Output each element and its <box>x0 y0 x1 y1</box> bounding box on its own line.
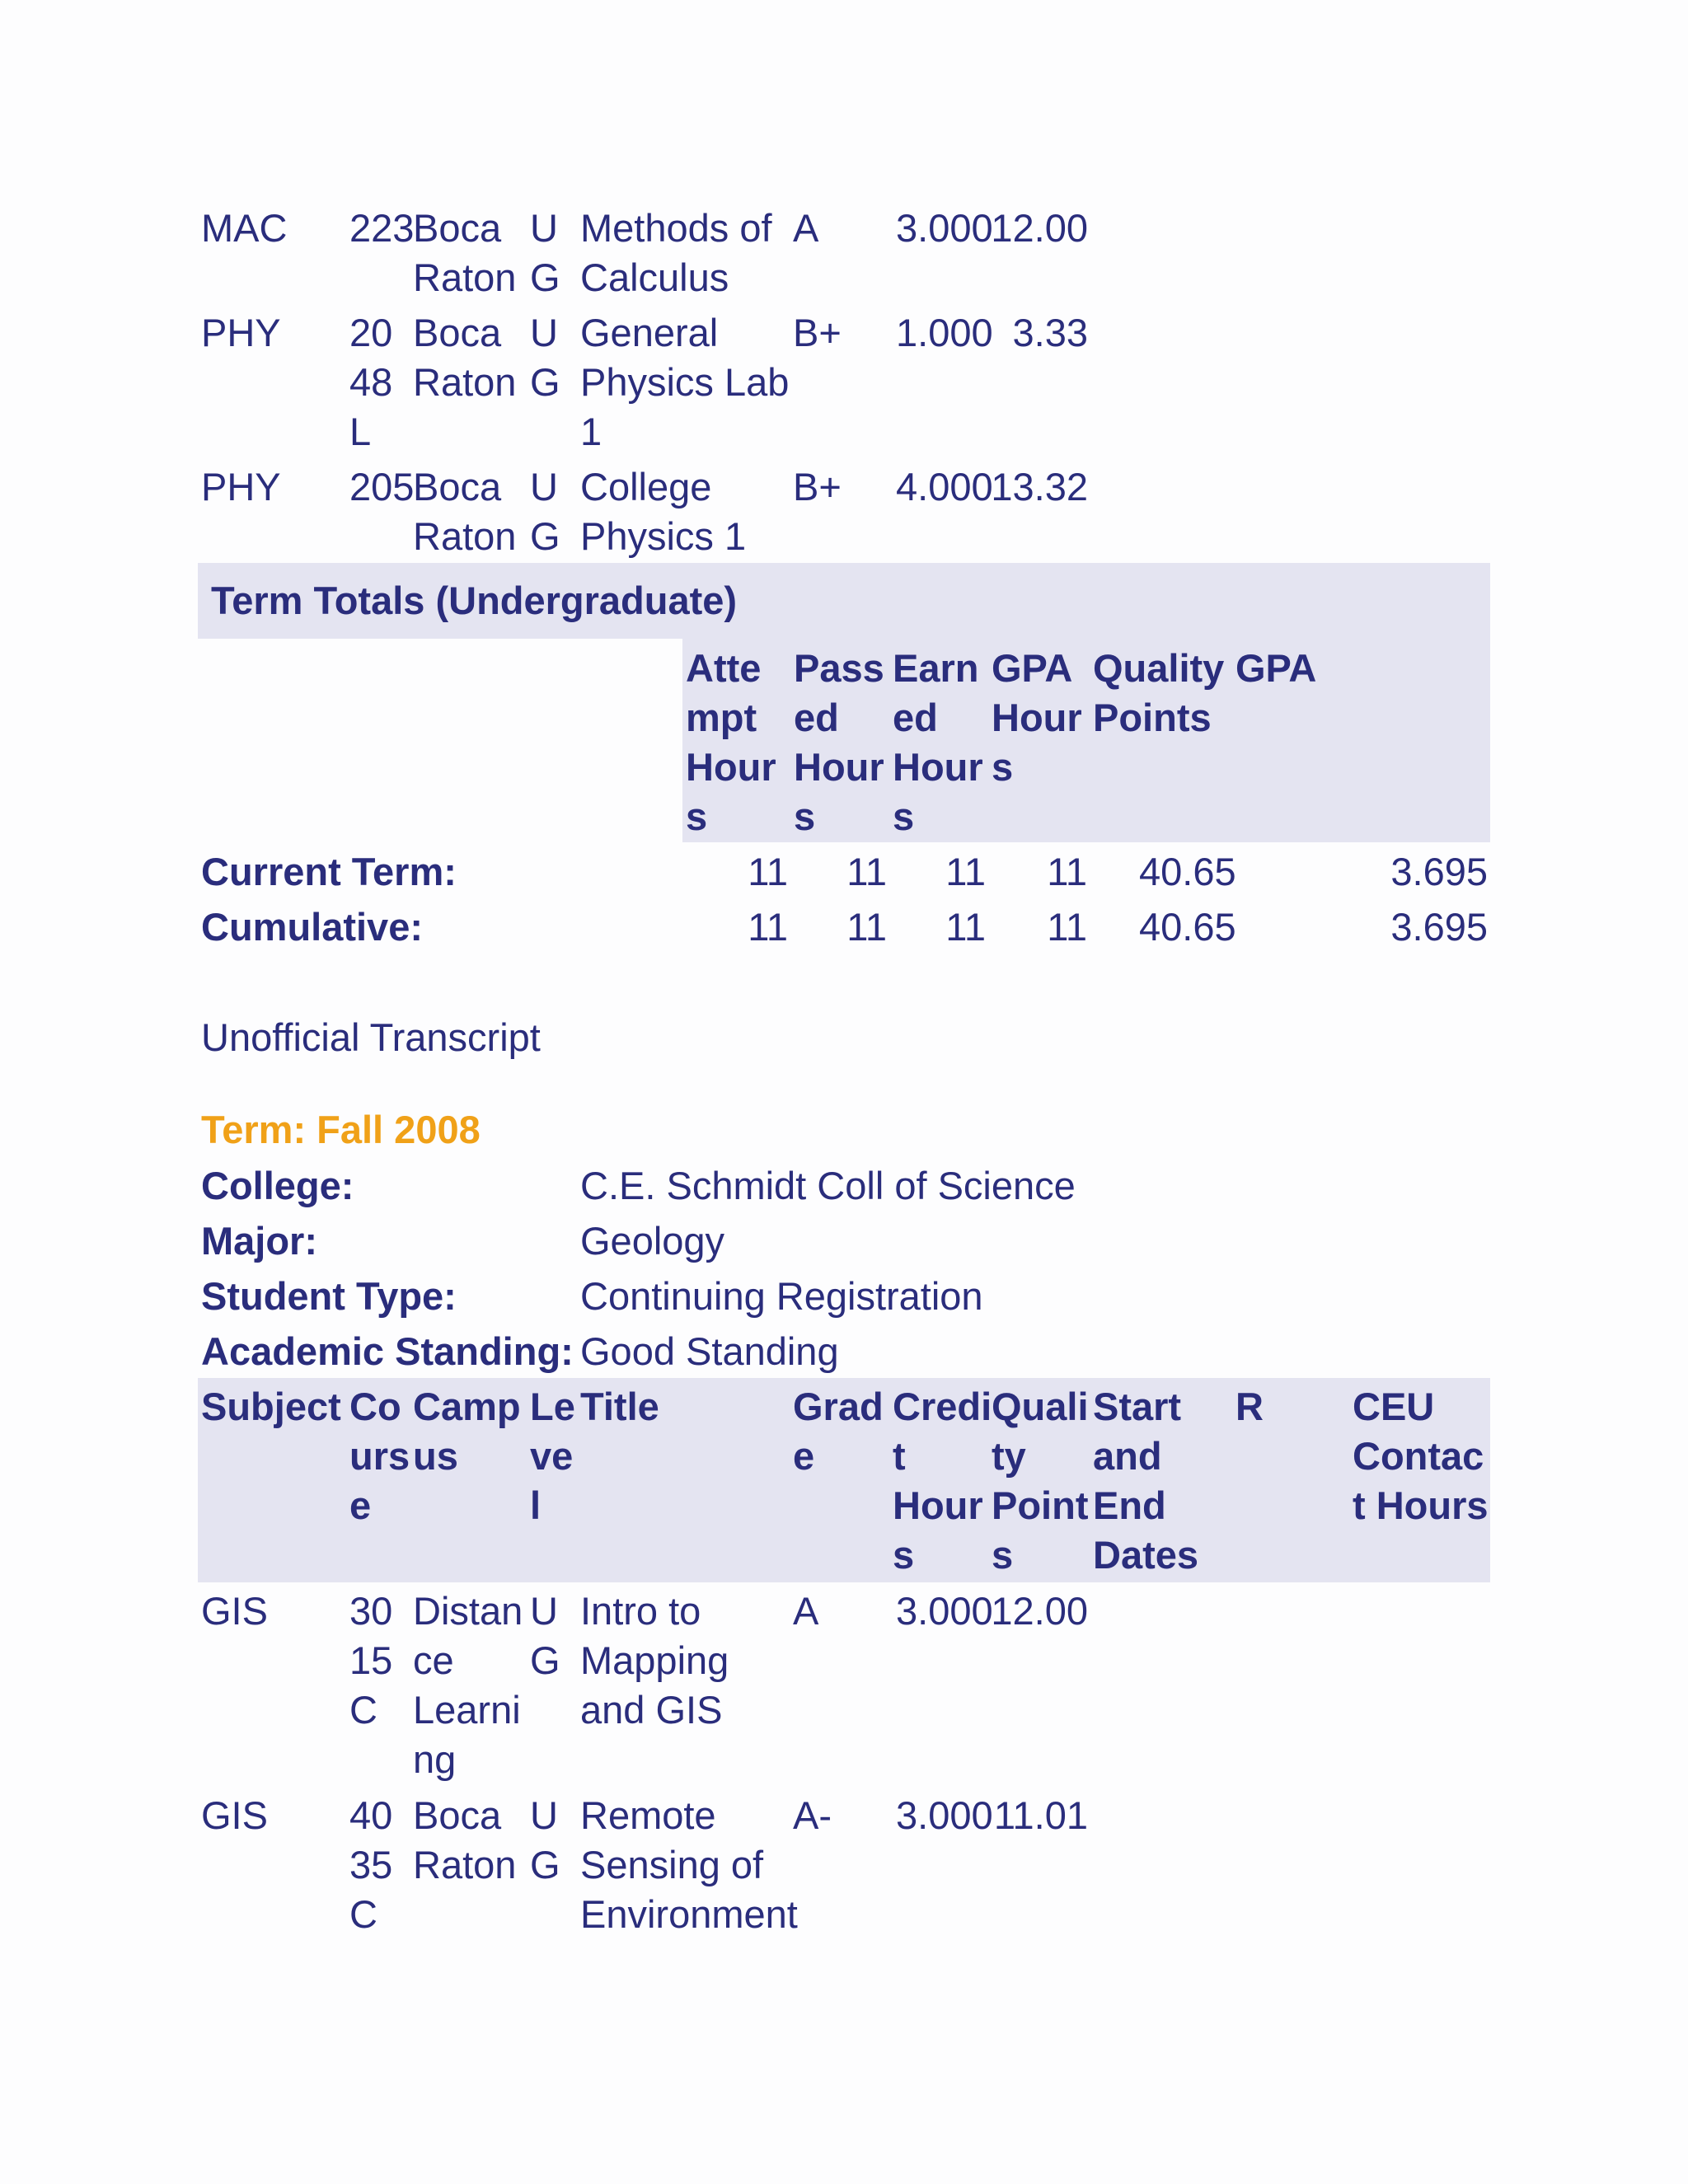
course-title: General <box>580 311 719 354</box>
course-level: U <box>530 206 558 250</box>
course-level: G <box>530 514 560 558</box>
course-number: 48 <box>349 360 393 404</box>
course-campus: Raton <box>413 360 517 404</box>
col-header-credit-hours: t <box>893 1434 906 1478</box>
course-grade: A <box>793 206 819 250</box>
col-header-attempt: Atte <box>686 646 762 690</box>
info-value-academic-standing: Good Standing <box>580 1329 839 1373</box>
totals-gpa-hours: 11 <box>1047 850 1087 893</box>
totals-quality-points: 40.65 <box>1139 850 1236 893</box>
col-header-course: e <box>349 1483 372 1527</box>
info-label-student-type: Student Type: <box>201 1274 457 1318</box>
totals-attempt: 11 <box>748 905 788 949</box>
info-value-major: Geology <box>580 1219 725 1263</box>
course-subject: PHY <box>201 465 281 509</box>
totals-attempt: 11 <box>748 850 788 893</box>
course-campus: Boca <box>413 1793 502 1837</box>
col-header-credit-hours: Credi <box>893 1385 992 1428</box>
col-header-campus: us <box>413 1434 458 1478</box>
col-header-level: Le <box>530 1385 575 1428</box>
info-label-academic-standing: Academic Standing: <box>201 1329 574 1373</box>
term-heading: Term: Fall 2008 <box>201 1108 481 1151</box>
col-header-quality-points: Point <box>992 1483 1089 1527</box>
course-number: 20 <box>349 311 393 354</box>
course-campus: Boca <box>413 311 502 354</box>
totals-earned: 11 <box>945 850 986 893</box>
col-header-quality-points: Quali <box>992 1385 1089 1428</box>
col-header-level: ve <box>530 1434 574 1478</box>
col-header-passed: s <box>794 794 816 838</box>
course-title: Environment <box>580 1892 798 1936</box>
totals-row-label: Current Term: <box>201 850 457 893</box>
totals-passed: 11 <box>846 850 887 893</box>
col-header-ceu-contact-hours: Contac <box>1353 1434 1484 1478</box>
col-header-attempt: mpt <box>686 696 757 739</box>
course-title: Calculus <box>580 255 729 299</box>
course-grade: A <box>793 1589 819 1633</box>
course-credit: 3.000 <box>896 206 993 250</box>
totals-gpa-hours: 11 <box>1047 905 1087 949</box>
course-level: U <box>530 465 558 509</box>
course-level: G <box>530 255 560 299</box>
course-number: 223 <box>349 206 415 250</box>
course-subject: GIS <box>201 1793 268 1837</box>
col-header-level: l <box>530 1483 542 1527</box>
col-header-passed: ed <box>794 696 839 739</box>
course-title: Physics 1 <box>580 514 747 558</box>
course-title: Remote <box>580 1793 716 1837</box>
course-subject: PHY <box>201 311 281 354</box>
col-header-earned: Hour <box>893 745 983 789</box>
col-header-title: Title <box>580 1385 659 1428</box>
col-header-start-end-dates: Start <box>1093 1385 1182 1428</box>
col-header-grade: e <box>793 1434 815 1478</box>
course-campus: Raton <box>413 1843 517 1886</box>
info-label-major: Major: <box>201 1219 317 1263</box>
col-header-gpa-hours: GPA <box>992 646 1073 690</box>
col-header-course: urs <box>349 1434 410 1478</box>
totals-gpa: 3.695 <box>1390 905 1488 949</box>
course-quality: 3.33 <box>1012 311 1088 354</box>
course-credit: 4.000 <box>896 465 993 509</box>
course-title: Intro to <box>580 1589 701 1633</box>
course-title: Sensing of <box>580 1843 764 1886</box>
course-number: C <box>349 1892 377 1936</box>
course-credit: 1.000 <box>896 311 993 354</box>
col-header-earned: ed <box>893 696 938 739</box>
course-title: Mapping <box>580 1638 729 1682</box>
totals-passed: 11 <box>846 905 887 949</box>
col-header-course: Co <box>349 1385 401 1428</box>
course-grade: B+ <box>793 465 842 509</box>
col-header-attempt: Hour <box>686 745 776 789</box>
course-campus: Boca <box>413 206 502 250</box>
course-credit: 3.000 <box>896 1793 993 1837</box>
course-level: G <box>530 1638 560 1682</box>
course-title: 1 <box>580 410 603 453</box>
col-header-r: R <box>1236 1385 1264 1428</box>
col-header-subject: Subject <box>201 1385 341 1428</box>
course-title: College <box>580 465 712 509</box>
col-header-passed: Pass <box>794 646 884 690</box>
course-quality: 11.01 <box>993 1793 1088 1837</box>
transcript-label: Unofficial Transcript <box>201 1015 541 1059</box>
col-header-quality-points: ty <box>992 1434 1026 1478</box>
course-title: Physics Lab <box>580 360 790 404</box>
info-label-college: College: <box>201 1164 354 1207</box>
col-header-ceu-contact-hours: t Hours <box>1353 1483 1489 1527</box>
totals-quality-points: 40.65 <box>1139 905 1236 949</box>
col-header-start-end-dates: End <box>1093 1483 1166 1527</box>
col-header-earned: s <box>893 794 915 838</box>
col-header-start-end-dates: Dates <box>1093 1533 1199 1577</box>
course-number: 40 <box>349 1793 393 1837</box>
col-header-passed: Hour <box>794 745 884 789</box>
course-level: U <box>530 1793 558 1837</box>
course-number: 35 <box>349 1843 393 1886</box>
course-campus: Boca <box>413 465 502 509</box>
col-header-start-end-dates: and <box>1093 1434 1162 1478</box>
course-quality: 13.32 <box>991 465 1088 509</box>
term-totals-title: Term Totals (Undergraduate) <box>211 579 738 622</box>
col-header-credit-hours: s <box>893 1533 915 1577</box>
course-number: L <box>349 410 372 453</box>
course-quality: 12.00 <box>991 1589 1088 1633</box>
course-number: 30 <box>349 1589 393 1633</box>
course-number: C <box>349 1688 377 1732</box>
col-header-gpa-hours: s <box>992 745 1014 789</box>
course-title: and GIS <box>580 1688 723 1732</box>
col-header-earned: Earn <box>893 646 979 690</box>
course-credit: 3.000 <box>896 1589 993 1633</box>
course-campus: ce <box>413 1638 454 1682</box>
course-campus: Raton <box>413 514 517 558</box>
course-level: U <box>530 311 558 354</box>
totals-gpa: 3.695 <box>1390 850 1488 893</box>
course-campus: Distan <box>413 1589 523 1633</box>
info-value-student-type: Continuing Registration <box>580 1274 983 1318</box>
col-header-grade: Grad <box>793 1385 884 1428</box>
totals-earned: 11 <box>945 905 986 949</box>
course-subject: MAC <box>201 206 288 250</box>
col-header-ceu-contact-hours: CEU <box>1353 1385 1435 1428</box>
course-level: G <box>530 360 560 404</box>
course-campus: ng <box>413 1737 457 1781</box>
course-level: U <box>530 1589 558 1633</box>
course-grade: A- <box>793 1793 832 1837</box>
col-header-attempt: s <box>686 794 708 838</box>
col-header-gpa: GPA <box>1236 646 1317 690</box>
course-title: Methods of <box>580 206 772 250</box>
col-header-quality-points: s <box>992 1533 1014 1577</box>
info-value-college: C.E. Schmidt Coll of Science <box>580 1164 1076 1207</box>
course-level: G <box>530 1843 560 1886</box>
col-header-credit-hours: Hour <box>893 1483 983 1527</box>
course-grade: B+ <box>793 311 842 354</box>
course-number: 15 <box>349 1638 393 1682</box>
course-subject: GIS <box>201 1589 268 1633</box>
course-campus: Raton <box>413 255 517 299</box>
totals-row-label: Cumulative: <box>201 905 423 949</box>
col-header-quality-points: Quality <box>1093 646 1225 690</box>
course-campus: Learni <box>413 1688 521 1732</box>
course-number: 205 <box>349 465 415 509</box>
col-header-quality-points: Points <box>1093 696 1212 739</box>
col-header-gpa-hours: Hour <box>992 696 1082 739</box>
col-header-campus: Camp <box>413 1385 521 1428</box>
course-quality: 12.00 <box>991 206 1088 250</box>
